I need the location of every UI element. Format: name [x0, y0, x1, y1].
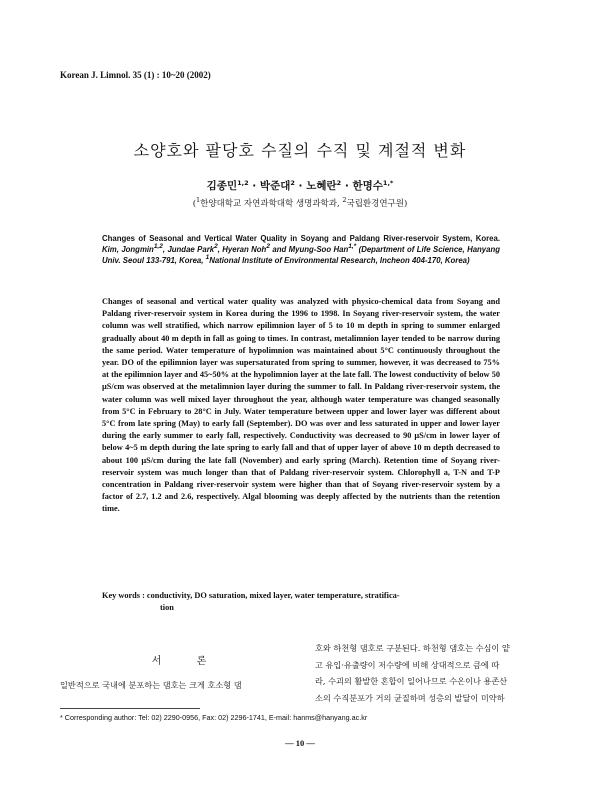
korean-authors [0, 178, 600, 193]
english-authors: and Myung-Soo Han [269, 245, 349, 255]
page-number: — 10 — [285, 738, 315, 748]
author-affil-sup: 2 [336, 179, 342, 187]
english-authors: , Jundae Park [162, 245, 215, 255]
author-affil-sup: 1,2 [153, 243, 163, 251]
affil-text: 국립환경연구원) [346, 199, 408, 209]
author-affil-sup: 1,2 [237, 179, 249, 187]
section-heading-introduction: 서 론 [151, 656, 223, 667]
affil-open: ( [192, 199, 197, 209]
left-column [60, 640, 300, 693]
footnote-rule [60, 708, 200, 709]
author-separator: · [341, 180, 353, 192]
affil-sup: 1 [205, 254, 210, 262]
english-authors: Kim, Jongmin [102, 245, 154, 255]
keywords-line: Key words : conductivity, DO saturation, mixed layer, water temperature, stratifica- [102, 591, 400, 600]
author-separator: · [248, 180, 260, 192]
english-affiliation: (Department of Life Science, Hanyang Univ. Seoul 133-791, Korea, [102, 245, 501, 266]
author-name: 노혜란 [306, 180, 337, 192]
author-affil-sup: 1,* [382, 179, 394, 187]
right-column [315, 640, 541, 706]
author-affil-sup: 2 [214, 243, 218, 251]
author-name: 김종민 [206, 180, 238, 192]
keywords-line: tion [160, 603, 174, 613]
body-text: 일반적으로 국내에 분포하는 댐호는 크게 호소형 댐 [60, 679, 242, 690]
body-text-line: 고 유입·유출량이 저수량에 비해 상대적으로 큼에 따 [315, 659, 500, 670]
abstract: Changes of seasonal and vertical water quality was analyzed with physico-chemical data from Soyang and Paldang river-reservoir system in Korea during the 1996 to 1998. In Soyang river-reservoir system, the water column was well stratified, which narrow epilimnion layer of 5 to 10 m depth in spring to summer enlarged gradually about 40 m depth in fall as going to times. In contrast, metalimnion layer tended to be narrow during the same period. Water temperature of hypolimnion was maintained about 5°C continuously throughout the year. DO of the epilimnion layer was supersaturated from spring to summer, however, it was decreased to 75% at the epilimnion layer and 45~50% at the hypolimnion layer at the late fall. The lowest conductivity of below 50 µS/cm was observed at the metalimnion layer during the summer to fall. In Paldang river-reservoir system, the water column was well mixed layer throughout the year, although water temperature was changed seasonally from 5°C in February to 28°C in July. Water temperature between upper and lower layer was different about 5°C from late spring (May) to early fall (September). DO was over and less saturated in upper and lower layer during the early summer to early fall, respectively. Conductivity was decreased to 90 µS/cm in lower layer of below 4~5 m depth during the late spring to early fall and that of upper layer of above 10 m depth decreased to about 100 µS/cm during the late fall (November) and early spring (March). Retention time of Soyang river-reservoir system was much longer than that of Paldang river-reservoir system. Chlorophyll a, T-N and T-P concentration in Paldang river-reservoir system were higher than that of Soyang river-reservoir system by a factor of 2.7, 1.2 and 2.6, respectively. Algal blooming was deeply affected by the nutrients than the retention time. [102, 297, 500, 514]
corresponding-author-footnote: * Corresponding author: Tel: 02) 2290-0956, Fax: 02) 2296-1741, E-mail: hanms@hanyang.ac.kr [60, 713, 368, 722]
body-text-line: 소의 수직분포가 거의 균질하며 성층의 발달이 미약하 [315, 692, 505, 703]
english-title: Changes of Seasonal and Vertical Water Quality in Soyang and Paldang River-reservoir System, Korea. [102, 234, 500, 243]
author-name: 박준대 [259, 180, 291, 192]
author-affil-sup: 2 [266, 243, 270, 251]
body-text-line: 호와 하천형 댐호로 구분된다. 하천형 댐호는 수심이 얕 [315, 643, 510, 653]
english-affiliation: National Institute of Environmental Research, Incheon 404-170, Korea) [209, 256, 470, 266]
affil-sup: 2 [342, 196, 347, 204]
korean-affiliation [0, 197, 600, 209]
author-affil-sup: 1,* [348, 243, 357, 251]
keywords [102, 590, 502, 614]
author-affil-sup: 2 [290, 179, 295, 187]
english-header [102, 233, 500, 267]
body-text-line: 라, 수괴의 활발한 혼합이 일어나므로 수온이나 용존산 [315, 676, 508, 686]
korean-title: 소양호와 팔당호 수질의 수직 및 계절적 변화 [133, 141, 467, 160]
author-name: 한명수 [352, 180, 383, 192]
affil-text: 한양대학교 자연과학대학 생명과학과, [200, 199, 343, 209]
journal-reference: Korean J. Limnol. 35 (1) : 10~20 (2002) [60, 70, 211, 80]
affil-sup: 1 [196, 196, 201, 204]
english-authors: , Hyeran Noh [217, 245, 267, 255]
author-separator: · [294, 180, 307, 192]
